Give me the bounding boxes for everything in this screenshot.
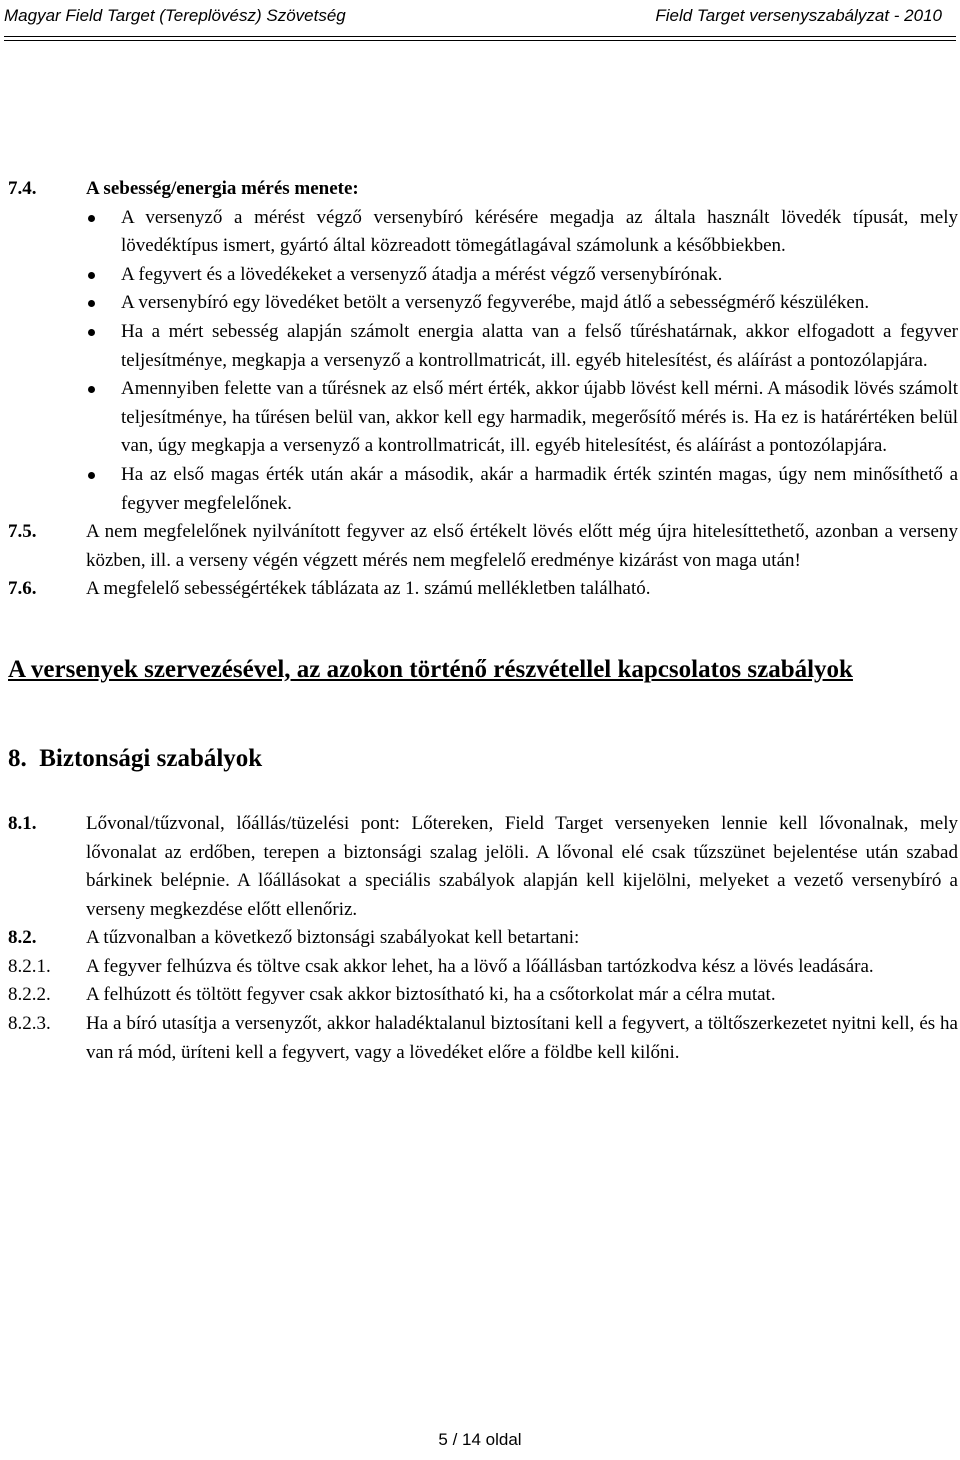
part-heading: A versenyek szervezésével, az azokon történő részvétellel kapcsolatos szabályok (8, 655, 853, 683)
section-number: 8.2. (8, 927, 37, 949)
document-body (8, 175, 958, 1067)
section-7-6 (8, 575, 958, 604)
bullet-icon (88, 472, 95, 479)
section-text: A megfelelő sebességértékek táblázata az 1. számú mellékletben található. (86, 578, 651, 600)
section-text: Ha a bíró utasítja a versenyzőt, akkor haladéktalanul biztosítani kell a fegyvert, a töltőszerkezetet nyitni kell, és ha van rá mód, üríteni kell a fegyvert, vagy a lövedéket előre a földbe kell kilőni. (86, 1013, 958, 1063)
chapter-heading: 8. Biztonsági szabályok (8, 744, 263, 772)
section-8-2-1 (8, 953, 958, 982)
section-number: 8.2.1. (8, 955, 51, 977)
list-item-text: Ha az első magas érték után akár a második, akár a harmadik érték szintén magas, úgy nem minősíthető a fegyver megfelelőnek. (121, 463, 958, 514)
header-organization: Magyar Field Target (Tereplövész) Szövetség (4, 6, 346, 25)
page-number: 5 / 14 oldal (438, 1430, 522, 1449)
section-8-2-2 (8, 981, 958, 1010)
list-item (86, 289, 958, 318)
section-number: 8.1. (8, 812, 37, 834)
section-number: 7.4. (8, 178, 37, 199)
bullet-icon (88, 329, 95, 336)
header-rule (4, 36, 956, 37)
measurement-steps-list (8, 204, 958, 519)
section-number: 8.2.2. (8, 984, 51, 1006)
section-8-1 (8, 810, 958, 924)
list-item (86, 375, 958, 461)
section-8-2 (8, 924, 958, 953)
bullet-icon (88, 300, 95, 307)
list-item (86, 461, 958, 518)
section-number: 7.5. (8, 521, 37, 543)
list-item (86, 261, 958, 290)
section-7-5 (8, 518, 958, 575)
list-item-text: A versenyző a mérést végző versenybíró kérésére megadja az általa használt lövedék típusát, mely lövedéktípus ismert, gyártó által közreadott tömegátlagával számolunk a későbbiekben. (121, 206, 958, 257)
list-item-text: Amennyiben felette van a tűrésnek az első mért érték, akkor újabb lövést kell mérni. A második lövés számolt teljesítménye, ha tűrésen belül van, akkor kell egy harmadik, megerősítő mérés is. Ha ez is határértéken belül van, úgy megkapja a versenyző a kontrollmatricát, ill. egyéb hitelesítést, és aláírást a pontozólapjára. (121, 378, 958, 457)
section-number: 8.2.3. (8, 1013, 51, 1035)
list-item-text: Ha a mért sebesség alapján számolt energia alatta van a felső tűréshatárnak, akkor elfogadott a fegyver teljesítménye, megkapja a versenyző a kontrollmatricát, ill. egyéb hitelesítést, és aláírást a pontozólapjára. (121, 320, 958, 371)
list-item (86, 318, 958, 375)
section-text: A nem megfelelőnek nyilvánított fegyver az első értékelt lövés előtt még újra hitelesíttethető, azonban a verseny közben, ill. a verseny végén végzett mérés nem megfelelő eredménye kizárást von maga után! (86, 521, 958, 571)
list-item (86, 204, 958, 261)
section-title: A sebesség/energia mérés menete: (86, 178, 359, 199)
bullet-icon (88, 215, 95, 222)
section-text: A fegyver felhúzva és töltve csak akkor lehet, ha a lövő a lőállásban tartózkodva kész a lövés leadására. (86, 955, 874, 977)
section-number: 7.6. (8, 578, 37, 600)
header-document-title: Field Target versenyszabályzat - 2010 (655, 6, 942, 25)
section-text: A felhúzott és töltött fegyver csak akkor biztosítható ki, ha a csőtorkolat már a célra mutat. (86, 984, 776, 1006)
bullet-icon (88, 272, 95, 279)
section-text: Lővonal/tűzvonal, lőállás/tüzelési pont: Lőtereken, Field Target versenyeken lennie kell lővonalnak, mely lővonalat az erdőben, terepen a biztonsági szalag jelöli. A lővonal elé csak tűzszünet bejelentése után szabad bárkinek belépnie. A lőállásokat a speciális szabályok alapján kell kijelölni, melyeket a vezető versenybíró a verseny megkezdése előtt ellenőriz. (86, 812, 958, 920)
list-item-text: A versenybíró egy lövedéket betölt a versenyző fegyverébe, majd átlő a sebességmérő készüléken. (121, 292, 870, 314)
section-8-2-3 (8, 1010, 958, 1067)
list-item-text: A fegyvert és a lövedékeket a versenyző átadja a mérést végző versenybírónak. (121, 263, 723, 285)
header-rule (4, 40, 956, 41)
section-7-4 (8, 175, 958, 204)
section-text: A tűzvonalban a következő biztonsági szabályokat kell betartani: (86, 927, 580, 949)
bullet-icon (88, 386, 95, 393)
